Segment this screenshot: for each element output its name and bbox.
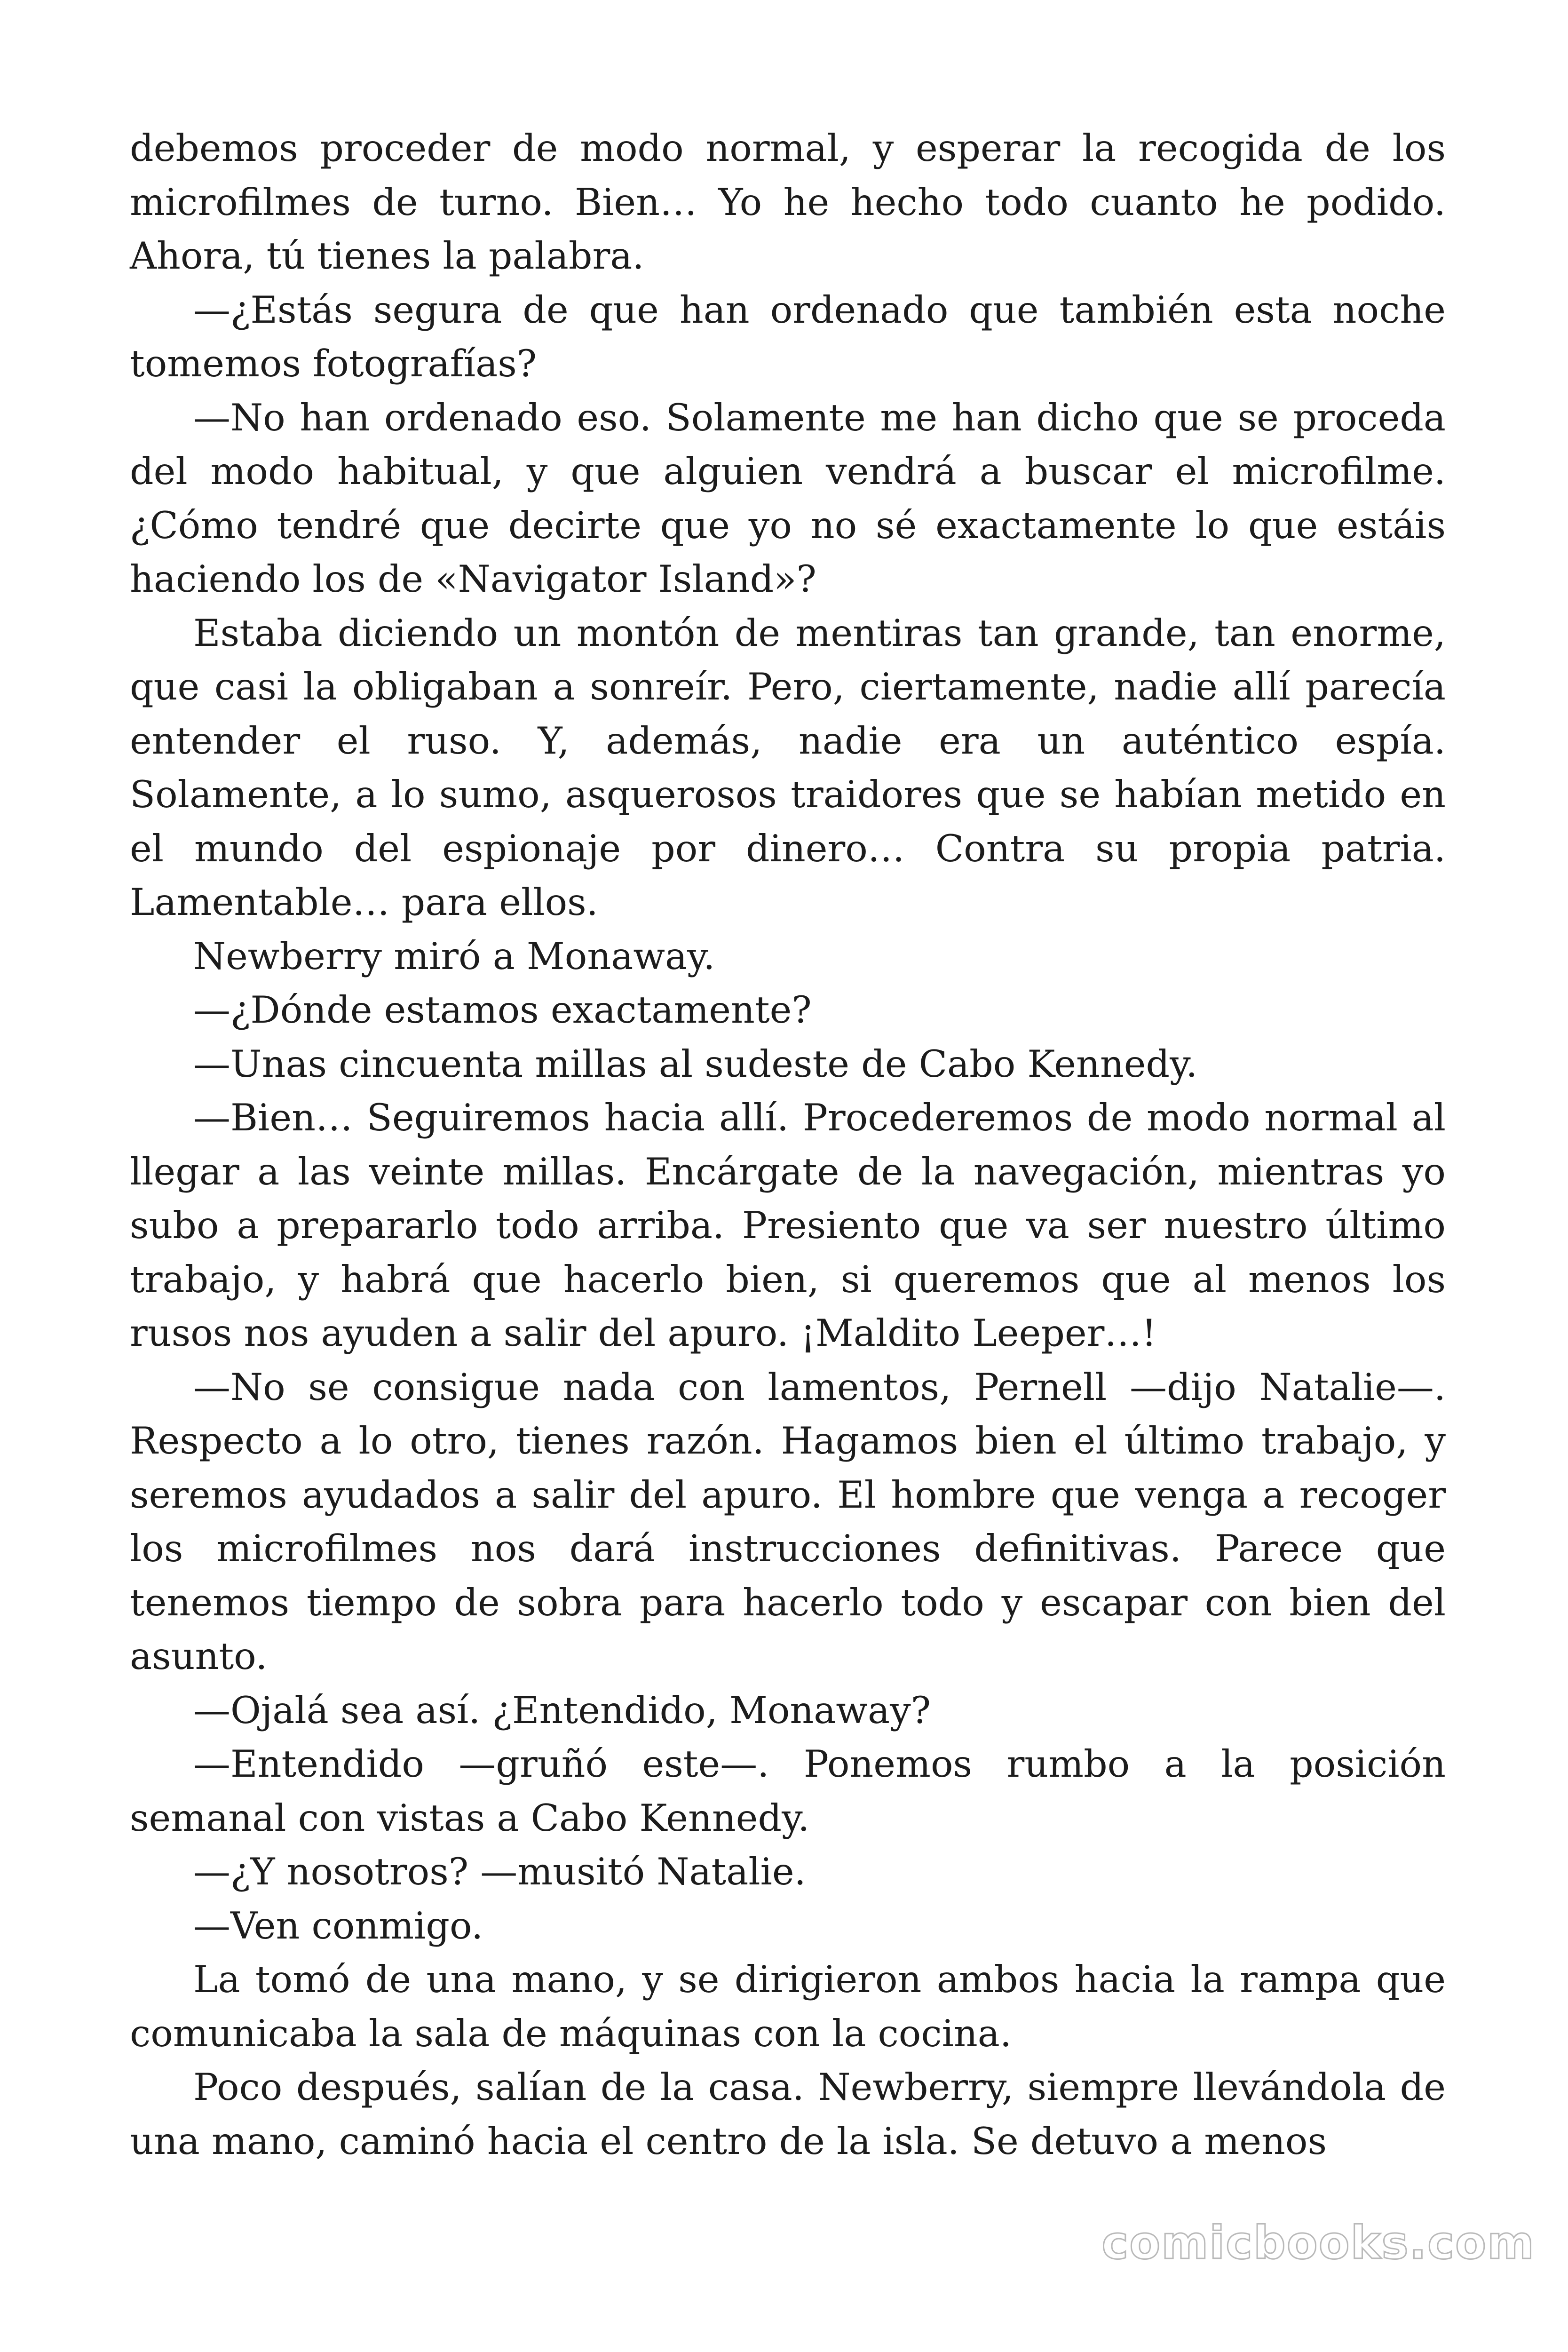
paragraph-9: —No se consigue nada con lamentos, Pernell —dijo Natalie—. Respecto a lo otro, tienes razón. Hagamos bien el último trabajo, y seremos ayudados a salir del apuro. El hombre que venga a recoger los microfilmes nos dará instrucciones definitivas. Parece que tenemos tiempo de sobra para hacerlo todo y escapar con bien del asunto.	[130, 1365, 1446, 1678]
paragraph-3: —No han ordenado eso. Solamente me han dicho que se proceda del modo habitual, y que alguien vendrá a buscar el microfilme. ¿Cómo tendré que decirte que yo no sé exactamente lo que estáis haciendo los de «Navigator Island»?	[130, 396, 1446, 601]
paragraph-2: —¿Estás segura de que han ordenado que también esta noche tomemos fotografías?	[130, 288, 1446, 385]
watermark: comicbooks.com	[1101, 2217, 1535, 2269]
paragraph-10: —Ojalá sea así. ¿Entendido, Monaway?	[193, 1688, 931, 1732]
paragraph-8: —Bien… Seguiremos hacia allí. Procederemos de modo normal al llegar a las veinte millas. Encárgate de la navegación, mientras yo subo a prepararlo todo arriba. Presiento que va ser nuestro último trabajo, y habrá que hacerlo bien, si queremos que al menos los rusos nos ayuden a salir del apuro. ¡Maldito Leeper…!	[130, 1096, 1446, 1355]
paragraph-14: La tomó de una mano, y se dirigieron ambos hacia la rampa que comunicaba la sala de máquinas con la cocina.	[130, 1958, 1446, 2055]
paragraph-12: —¿Y nosotros? —musitó Natalie.	[193, 1850, 806, 1893]
paragraph-15: Poco después, salían de la casa. Newberry, siempre llevándola de una mano, caminó hacia el centro de la isla. Se detuvo a menos	[130, 2066, 1446, 2163]
paragraph-4: Estaba diciendo un montón de mentiras tan grande, tan enorme, que casi la obligaban a sonreír. Pero, ciertamente, nadie allí parecía entender el ruso. Y, además, nadie era un auténtico espía. Solamente, a lo sumo, asquerosos traidores que se habían metido en el mundo del espionaje por dinero… Contra su propia patria. Lamentable… para ellos.	[130, 611, 1446, 924]
book-page-text	[130, 121, 1446, 2168]
paragraph-13: —Ven conmigo.	[193, 1904, 483, 1947]
paragraph-11: —Entendido —gruñó este—. Ponemos rumbo a la posición semanal con vistas a Cabo Kennedy.	[130, 1742, 1446, 1840]
paragraph-1: debemos proceder de modo normal, y esperar la recogida de los microfilmes de turno. Bien… Yo he hecho todo cuanto he podido. Ahora, tú tienes la palabra.	[130, 127, 1446, 278]
paragraph-7: —Unas cincuenta millas al sudeste de Cabo Kennedy.	[193, 1042, 1198, 1086]
paragraph-5: Newberry miró a Monaway.	[193, 934, 715, 978]
paragraph-6: —¿Dónde estamos exactamente?	[193, 988, 812, 1032]
